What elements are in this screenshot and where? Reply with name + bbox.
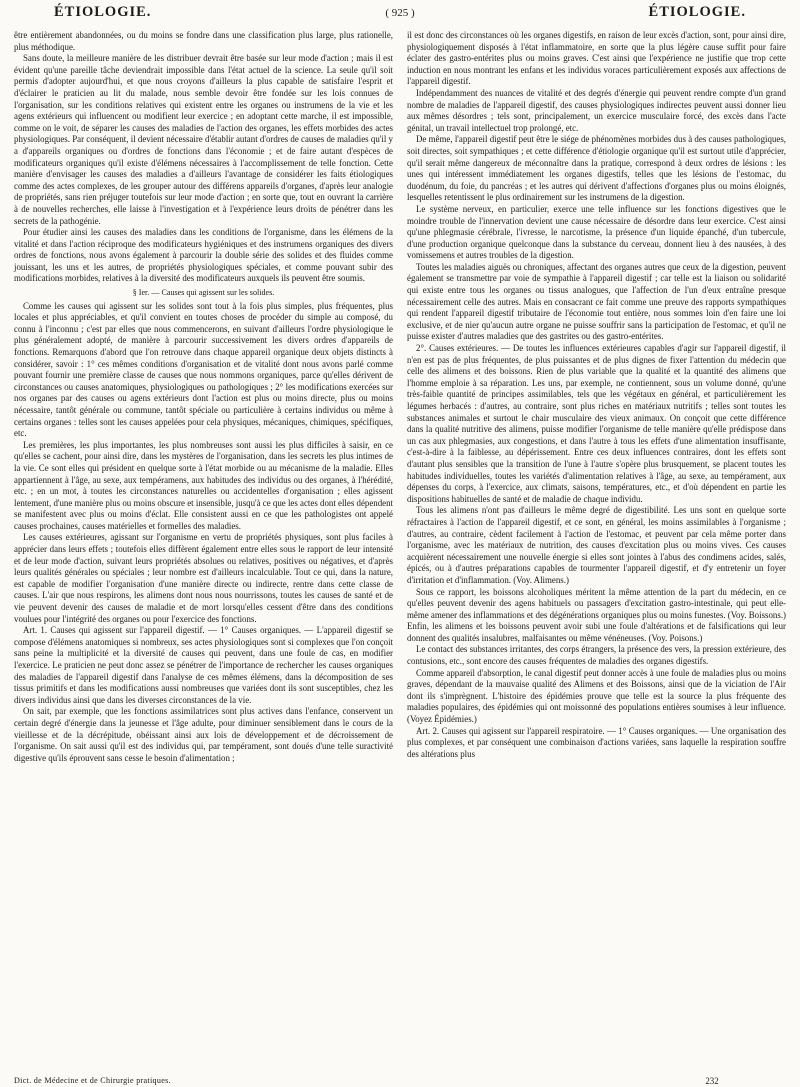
- paragraph: Toutes les maladies aiguës ou chroniques, affectant des organes autres que ceux de la digestion, peuvent également se transmettre par voie de sympathie à l'appareil digestif ; car telle est la liaison ou solidarité qui existe entre tous les organes ou tissus analogues, que l'affection de l'un d'eux entraîne presque nécessairement celle des autres. Mais en consacrant ce fait comme une preuve des rapports sympathiques qui rendent l'appareil digestif tributaire de l'économie tout entière, nous sommes loin d'en faire une loi exclusive, et de nier qu'aucun autre organe ne puisse souffrir sans la participation de l'estomac, et qu'il ne puisse exister d'autres maladies que des gastrites ou des gastro-entérites.: [407, 261, 786, 342]
- signature-mark: 232: [705, 1076, 719, 1086]
- paragraph: Art. 2. Causes qui agissent sur l'appareil respiratoire. — 1° Causes organiques. — Une organisation des plus complexes, et par conséquent une combinaison d'actions variées, sans laquelle la respiration souffre des altérations plus: [407, 725, 786, 759]
- text-columns: [14, 30, 786, 764]
- paragraph: être entièrement abandonnées, ou du moins se fondre dans une classification plus large, plus rationelle, plus méthodique.: [14, 30, 393, 52]
- paragraph: il est donc des circonstances où les organes digestifs, en raison de leur excès d'action, sont, pour ainsi dire, physiologiquement disposés à l'état inflammatoire, en sorte que la plus légère cause suffit pour faire éclater des gastro-entérites plus ou moins graves. C'est ainsi que l'expérience ne justifie que trop cette induction en nous montrant les enfans et les individus voraces particulièrement exposés aux affections de l'appareil digestif.: [407, 30, 786, 87]
- footer-book-title: Dict. de Médecine et de Chirurgie pratiques.: [14, 1076, 171, 1085]
- right-column: [407, 30, 786, 764]
- running-header: [14, 4, 786, 28]
- paragraph: Tous les alimens n'ont pas d'ailleurs le même degré de digestibilité. Les uns sont en quelque sorte réfractaires à l'action de l'appareil digestif, et ce sont, en général, les moins assimilables à l'organisme ; d'autres, au contraire, cèdent facilement à l'action de l'estomac, et peuvent par cela même porter dans l'organisme, avec les matériaux de nutrition, des causes d'excitation plus ou moins vives. Ces causes acquièrent nécessairement une nouvelle énergie si elles sont jointes à l'abus des condimens acides, salés, épicés, ou à d'autres préparations capables de tourmenter l'appareil digestif, et d'y entretenir un foyer d'irritation et d'inflammation. (Voy. Alimens.): [407, 505, 786, 585]
- paragraph: De même, l'appareil digestif peut être le siége de phénomènes morbides dus à des causes pathologiques, soit directes, soit sympathiques ; et cette différence d'étiologie organique qu'il est surtout utile d'apprécier, qu'il serait même dangereux de méconnaître dans la pratique, correspond à deux ordres de lésions : les unes qui intéressent immédiatement les organes digestifs, telles que les lésions de l'estomac, du duodénum, du foie, du pancréas ; et les autres qui dérivent d'affections d'organes plus ou moins éloignés, lesquelles retentissent le plus ordinairement sur les instrumens de la digestion.: [407, 134, 786, 203]
- paragraph: On sait, par exemple, que les fonctions assimilatrices sont plus actives dans l'enfance, conservent un certain degré d'énergie dans la jeunesse et l'âge adulte, pour diminuer sensiblement dans le cours de la vieillesse et de la décrépitude, obéissant ainsi aux lois de développement et de décroissement de l'organisme. On sait aussi qu'il est des individus qui, par tempérament, sont doués d'une telle suractivité digestive qu'ils éprouvent sans cesse le besoin d'alimentation ;: [14, 706, 393, 763]
- section-heading: § Ier. — Causes qui agissent sur les solides.: [132, 288, 275, 298]
- paragraph: Pour étudier ainsi les causes des maladies dans les conditions de l'organisme, dans les élémens de la vitalité et dans l'action réciproque des modificateurs hygiéniques et des instrumens organiques des divers ordres de fonctions, nous avons également à parcourir la double série des solides et des fluides comme jouissant, les uns et les autres, de propriétés physiologiques spéciales, et comme pouvant subir des modifications morbides, relatives à la diversité des modificateurs auxquels ils peuvent être soumis.: [14, 227, 393, 284]
- paragraph: Sans doute, la meilleure manière de les distribuer devrait être basée sur leur mode d'action ; mais il est évident qu'une pareille tâche deviendrait impossible dans l'état actuel de la science. La seule qu'il soit permis d'adopter aujourd'hui, et que nous croyons d'ailleurs la plus capable de satisfaire l'esprit et d'éclairer le praticien au lit du malade, nous semble devoir être fondée sur les lois connues de l'organisation, sur les conditions relatives qui existent entre les organes ou instrumens de la vie et les agens extérieurs qui influencent ou modifient leur exercice ; en adoptant cette marche, il est impossible, comme on le voit, de séparer les causes des maladies de l'action des organes, les effets morbides des actes physiologiques. Par conséquent, il devient nécessaire d'établir autant d'ordres de causes de maladies qu'il y a d'appareils organiques ou d'ordres de fonctions dans l'économie ; et de faire autant d'espèces de modificateurs organiques qu'il existe d'élémens nécessaires à l'accomplissement de telle fonction. Cette manière d'envisager les causes des maladies a d'ailleurs l'avantage de considérer les faits étiologiques comme des actes complexes, de les grouper autour des différens appareils d'organes, d'après leur analogie de propriétés, sans rien préjuger toutefois sur leur mode d'action ; en sorte que, tout en ouvrant la carrière à de nouvelles recherches, elle laisse à l'investigation et à l'expérience leurs droits de pénétrer dans les secrets de la pathogénie.: [14, 53, 393, 226]
- paragraph: Le système nerveux, en particulier, exerce une telle influence sur les fonctions digestives que le moindre trouble de l'innervation devient une cause nécessaire de désordre dans leur exercice. C'est ainsi qu'une phlegmasie cérébrale, l'ivresse, le narcotisme, la présence d'un liquide épanché, d'un tubercule, d'une production organique quelconque dans la substance du cerveau, donnent lieu à des nausées, à des vomissemens et autres troubles de la digestion.: [407, 203, 786, 261]
- header-title-right: ÉTIOLOGIE.: [648, 4, 746, 20]
- header-title-left: ÉTIOLOGIE.: [54, 4, 152, 20]
- paragraph: Les premières, les plus importantes, les plus nombreuses sont aussi les plus difficiles à saisir, en ce qu'elles se cachent, pour ainsi dire, dans les mystères de l'organisation, dans les secrets les plus intimes de la vie. Ce sont elles qui président en quelque sorte à l'état morbide ou au mécanisme de la maladie. Elles appartiennent à l'âge, au sexe, aux tempéramens, aux habitudes des individus ou des organes, à l'hérédité, etc. ; en un mot, à toutes les circonstances naturelles ou accidentelles d'organisation ; elles agissent lentement, d'une manière plus ou moins obscure et insensible, jusqu'à ce que les actes dont elles dépendent se manifestent avec plus ou moins d'éclat. Elle consistent aussi en ce que les pathologistes ont appelé causes prochaines, causes matérielles et formelles des maladies.: [14, 439, 393, 531]
- paragraph: Les causes extérieures, agissant sur l'organisme en vertu de propriétés physiques, sont plus faciles à apprécier dans leurs effets ; toutefois elles diffèrent également entre elles sous le rapport de leur intensité et de leur mode d'action, suivant leurs propriétés absolues ou relatives, positives ou négatives, et d'après leurs qualités générales ou spéciales ; leur nombre est d'ailleurs incalculable. Tout ce qui, dans la nature, est capable de modifier l'organisation d'une manière directe ou indirecte, rentre dans cette classe de causes. L'air que nous respirons, les alimens dont nous nous nourrissons, toutes les causes de santé et de vie peuvent devenir des causes de maladie et de mort lorsqu'elles cessent d'être dans des conditions voulues pour l'intégrité des organes ou pour l'exercice des fonctions.: [14, 532, 393, 624]
- page-number: ( 925 ): [385, 7, 415, 19]
- paragraph: Comme les causes qui agissent sur les solides sont tout à la fois plus simples, plus fréquentes, plus locales et plus appréciables, et qu'il convient en toutes choses de procéder du simple au composé, du connu à l'inconnu ; c'est par elles que nous commencerons, en suivant d'ailleurs l'ordre physiologique le plus généralement adopté, de manière à parcourir successivement les divers ordres d'appareils de fonctions. Remarquons d'abord que l'on retrouve dans chaque appareil organique deux objets distincts à considérer, savoir : 1° ces mêmes conditions d'organisation et de vitalité dont nous avons parlé comme pouvant fournir une première classe de causes que nous nommons organiques, parce qu'elles dérivent de circonstances ou causes anatomiques, physiologiques ou pathologiques ; 2° les modifications exercées sur nos organes par des causes ou agens extérieurs dont l'action est plus ou moins directe, plus ou moins nécessaire, tantôt générale ou commune, tantôt spéciale ou particulière à certains individus ou même à certains organes : telles sont les causes appelées pour cela physiques, mécaniques, chimiques, spécifiques, etc.: [14, 300, 393, 439]
- paragraph: Le contact des substances irritantes, des corps étrangers, la présence des vers, la pression extérieure, des contusions, etc., sont encore des causes fréquentes de maladies des organes digestifs.: [407, 644, 786, 667]
- paragraph: Indépendamment des nuances de vitalité et des degrés d'énergie qui peuvent rendre compte d'un grand nombre de maladies de l'appareil digestif, des causes physiologiques indirectes peuvent aussi donner lieu aux mêmes désordres ; tels sont, principalement, un exercice musculaire forcé, des excès dans l'acte génital, un travail intellectuel trop prolongé, etc.: [407, 87, 786, 133]
- left-column: [14, 30, 393, 764]
- paragraph: Sous ce rapport, les boissons alcoholiques méritent la même attention de la part du médecin, en ce qu'elles peuvent devenir des agens habituels ou passagers d'excitation gastro-intestinale, qui peut elle-même amener des inflammations et des dégénérations organiques plus ou moins funestes. (Voy. Boissons.) Enfin, les alimens et les boissons peuvent avoir subi une foule d'altérations et de falsifications qui leur donnent des qualités insalubres, malfaisantes ou même vénéneuses. (Voy. Poisons.): [407, 586, 786, 643]
- paragraph: Comme appareil d'absorption, le canal digestif peut donner accès à une foule de maladies plus ou moins graves, dépendant de la mauvaise qualité des Alimens et des Boissons, ainsi que de la viciation de l'Air dont ils s'imprègnent. L'histoire des épidémies prouve que telle est la source la plus fréquente des maladies populaires, des épidémies qui ont moissonné des populations entières soumises à leur influence. (Voyez Épidémies.): [407, 667, 786, 725]
- paragraph: Art. 1. Causes qui agissent sur l'appareil digestif. — 1° Causes organiques. — L'appareil digestif se compose d'élémens anatomiques si nombreux, ses actes physiologiques sont si complexes que l'on conçoit sans peine la multiplicité et la diversité de causes qui peuvent, dans une foule de cas, en modifier l'exercice. Le praticien ne peut donc assez se pénétrer de l'importance de rechercher les causes organiques des maladies de l'appareil digestif dans l'analyse de ces mêmes élémens, dans la décomposition de ses tissus primitifs et dans les modifications aussi nombreuses que variées dont ils sont susceptibles, chez les divers individus ainsi que dans les diverses circonstances de la vie.: [14, 625, 393, 705]
- paragraph: 2°. Causes extérieures. — De toutes les influences extérieures capables d'agir sur l'appareil digestif, il n'en est pas de plus fréquentes, de plus puissantes et de plus dignes de fixer l'attention du médecin que celle des alimens et des boissons. Rien de plus variable que la qualité et la quantité des alimens que l'homme emploie à sa réparation. Les uns, par exemple, ne contiennent, sous un volume donné, qu'une très-faible quantité de principes assimilables, tels que les végétaux en général, et particulièrement les légumes herbacés : d'autres, au contraire, sont plus riches en matériaux nutritifs ; telles sont toutes les substances animales et surtout le chair musculaire des vieux animaux. On conçoit que cette différence dans la qualité nutritive des alimens, puisse modifier l'organisme de telle manière qu'elle prédispose dans un cas aux phlegmasies, aux congestions, et dans l'autre à tous les effets d'une alimentation insuffisante, c'est-à-dire à la faiblesse, au dépérissement. Entre ces deux influences contraires, dont les effets sont d'autant plus sensibles que la transition de l'une à l'autre s'opère plus brusquement, se placent toutes les habitudes individuelles, toutes les variétés d'alimentation relatives à l'âge, au sexe, au tempérament, aux dépenses du corps, à l'exercice, aux climats, saisons, températures, etc., et d'où dépendent en partie les dispositions habituelles de santé et de maladie de chaque individu.: [407, 343, 786, 504]
